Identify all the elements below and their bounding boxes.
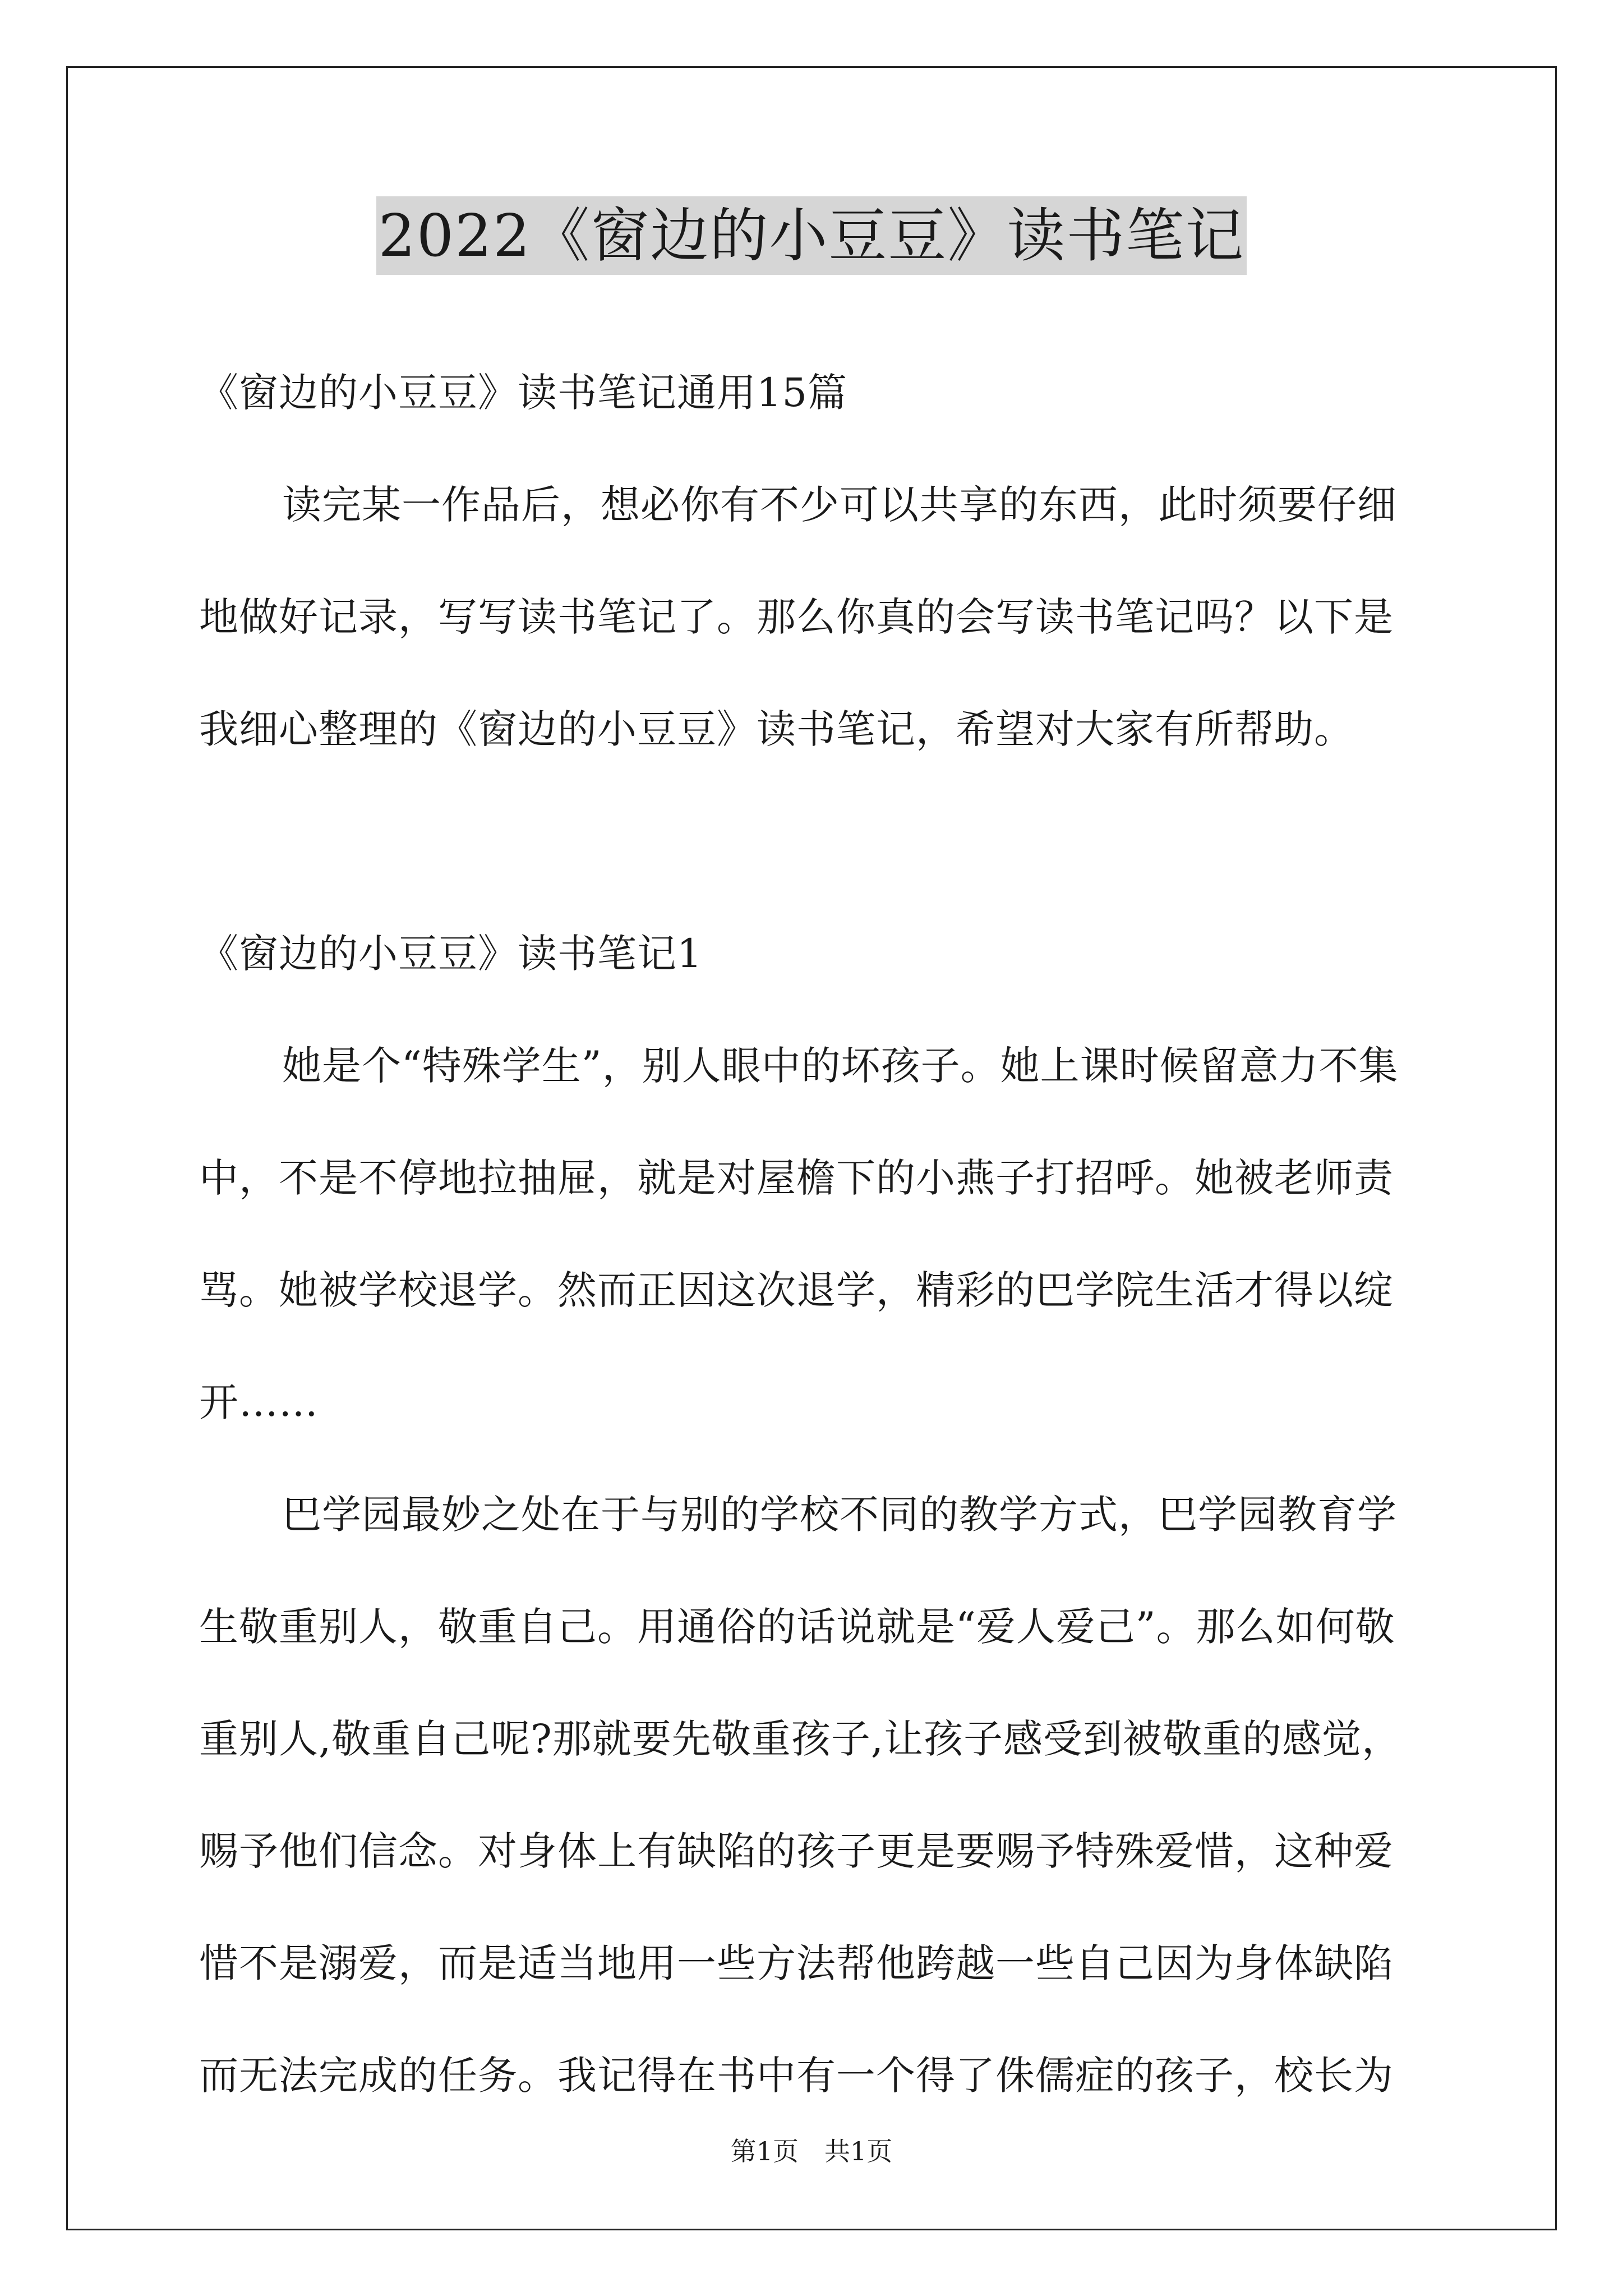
paragraph-line: 重别人,敬重自己呢?那就要先敬重孩子,让孩子感受到被敬重的感觉，	[199, 1716, 1402, 1762]
paragraph-line: 开……	[199, 1379, 319, 1425]
paragraph-line: 骂。她被学校退学。然而正因这次退学，精彩的巴学院生活才得以绽	[199, 1267, 1394, 1313]
paragraph-line: 生敬重别人，敬重自己。用通俗的话说就是“爱人爱己”。那么如何敬	[199, 1604, 1395, 1650]
subtitle: 《窗边的小豆豆》读书笔记通用15篇	[199, 370, 848, 416]
paragraph-line: 我细心整理的《窗边的小豆豆》读书笔记，希望对大家有所帮助。	[199, 706, 1354, 752]
document-body	[199, 337, 1433, 2132]
paragraph-line: 她是个“特殊学生”，别人眼中的坏孩子。她上课时候留意力不集	[282, 1043, 1399, 1089]
paragraph-line: 赐予他们信念。对身体上有缺陷的孩子更是要赐予特殊爱惜，这种爱	[199, 1828, 1394, 1874]
intro-paragraph	[199, 449, 1433, 785]
paragraph-line: 地做好记录，写写读书笔记了。那么你真的会写读书笔记吗？以下是	[199, 594, 1394, 640]
paragraph-line: 巴学园最妙之处在于与别的学校不同的教学方式，巴学园教育学	[282, 1492, 1397, 1538]
section1-paragraph-1	[199, 1010, 1433, 1458]
document-title: 2022《窗边的小豆豆》读书笔记	[376, 196, 1247, 275]
title-container	[0, 196, 1623, 275]
paragraph-line: 读完某一作品后，想必你有不少可以共享的东西，此时须要仔细	[282, 482, 1397, 528]
page-footer: 第1页 共1页	[730, 2136, 893, 2166]
paragraph-line: 中，不是不停地拉抽屉，就是对屋檐下的小燕子打招呼。她被老师责	[199, 1155, 1394, 1201]
section-heading: 《窗边的小豆豆》读书笔记1	[199, 931, 703, 977]
paragraph-line: 惜不是溺爱，而是适当地用一些方法帮他跨越一些自己因为身体缺陷	[199, 1940, 1394, 1986]
section1-paragraph-2	[199, 1458, 1433, 2132]
paragraph-line: 而无法完成的任务。我记得在书中有一个得了侏儒症的孩子，校长为	[199, 2053, 1394, 2099]
blank-line	[199, 785, 1433, 898]
